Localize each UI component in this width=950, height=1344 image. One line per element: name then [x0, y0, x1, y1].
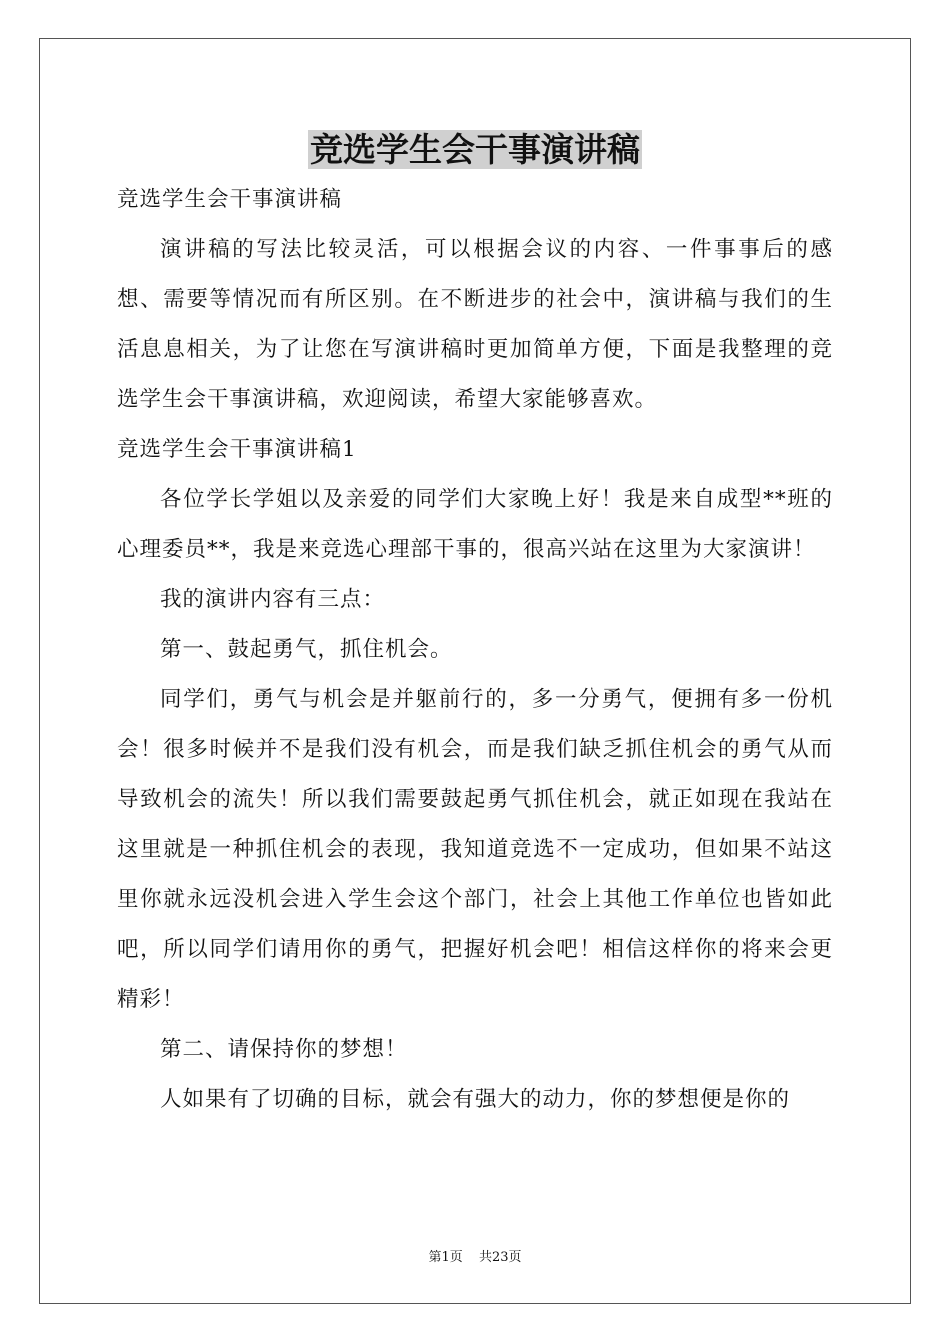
paragraph-7: 第二、请保持你的梦想！ — [160, 1037, 408, 1062]
page-number: 第1页 — [428, 1250, 463, 1265]
page-total: 共23页 — [478, 1250, 522, 1265]
document-body — [117, 175, 833, 1125]
paragraph-6: 同学们，勇气与机会是并躯前行的，多一分勇气，便拥有多一份机会！很多时候并不是我们没有机会，而是我们缺乏抓住机会的勇气从而导致机会的流失！所以我们需要鼓起勇气抓住机会，就正如现在我站在这里就是一种抓住机会的表现，我知道竞选不一定成功，但如果不站这里你就永远没机会进入学生会这个部门，社会上其他工作单位也皆如此吧，所以同学们请用你的勇气，把握好机会吧！相信这样你的将来会更精彩！ — [117, 687, 833, 1012]
page-footer — [0, 1250, 950, 1266]
title-text: 竞选学生会干事演讲稿 — [310, 130, 640, 169]
paragraph-8: 人如果有了切确的目标，就会有强大的动力，你的梦想便是你的 — [160, 1087, 791, 1112]
paragraph-3: 各位学长学姐以及亲爱的同学们大家晚上好！我是来自成型**班的心理委员**，我是来竞选心理部干事的，很高兴站在这里为大家演讲！ — [117, 487, 833, 562]
paragraph-2: 竞选学生会干事演讲稿1 — [117, 437, 357, 462]
document-title — [0, 128, 950, 172]
paragraph-5: 第一、鼓起勇气，抓住机会。 — [160, 637, 453, 662]
paragraph-4: 我的演讲内容有三点： — [160, 587, 386, 612]
paragraph-0: 竞选学生会干事演讲稿 — [117, 187, 343, 212]
paragraph-1: 演讲稿的写法比较灵活，可以根据会议的内容、一件事事后的感想、需要等情况而有所区别。在不断进步的社会中，演讲稿与我们的生活息息相关，为了让您在写演讲稿时更加简单方便，下面是我整理的竞选学生会干事演讲稿，欢迎阅读，希望大家能够喜欢。 — [117, 237, 833, 412]
